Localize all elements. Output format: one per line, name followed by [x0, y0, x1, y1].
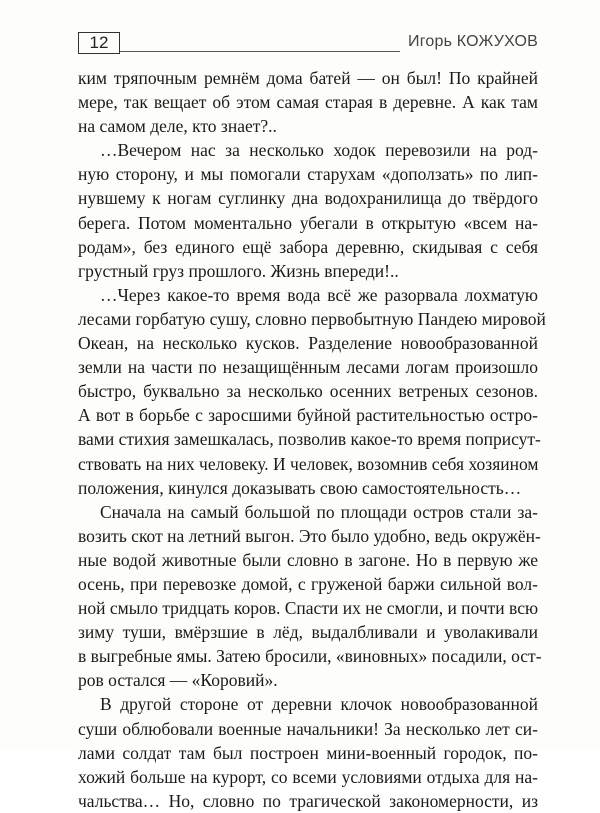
text-line: в выгребные ямы. Затею бросили, «виновных» посадили, ост- [78, 646, 542, 667]
text-line: ствовать на них человеку. И человек, возомнив себя хозяином [78, 453, 539, 474]
running-title-author: Игорь КОЖУХОВ [400, 32, 538, 52]
text-line: ные водой животные были словно в загоне. Но в первую же [78, 549, 538, 570]
text-line: быстро, буквально за несколько осенних ветреных сезонов. [78, 381, 538, 402]
text-line: ной смыло тридцать коров. Спасти их не смогли, и почти всю [78, 598, 539, 619]
text-line: лами солдат там был построен мини-военный городок, по- [78, 742, 538, 763]
text-line: мере, так вещает об этом самая старая в деревне. А как там [78, 92, 538, 113]
text-line: чальства… Но, словно по трагической закономерности, из [78, 790, 538, 811]
text-line: …Вечером нас за несколько ходок перевозили на род- [100, 140, 538, 161]
paragraph-1 [78, 66, 538, 138]
text-line: ную сторону, и мы помогали старухам «доползать» по лип- [78, 164, 538, 185]
body-text [78, 66, 546, 813]
text-line: Океан, на несколько кусков. Разделение новообразованной [78, 333, 538, 354]
running-head [78, 32, 538, 58]
paragraph-5 [78, 692, 538, 812]
text-line: …Через какое-то время вода всё же разорвала лохматую [100, 284, 538, 305]
text-line: В другой стороне от деревни клочок новообразованной [100, 694, 538, 715]
text-line: возить скот на летний выгон. Это было удобно, ведь окружён- [78, 525, 541, 546]
text-line: Сначала на самый большой по площади остров стали за- [100, 501, 538, 522]
page-number: 12 [78, 32, 120, 54]
text-line: грустный груз прошлого. Жизнь впереди!.. [78, 260, 399, 281]
text-line: лесами горбатую сушу, словно первобытную Пандею мировой [78, 308, 546, 329]
text-line: суши облюбовали военные начальники! За несколько лет си- [78, 718, 538, 739]
text-line: положения, кинулся доказывать свою самостоятельность… [78, 477, 522, 498]
text-line: берега. Потом моментально убегали в открытую «всем на- [78, 212, 538, 233]
text-line: А вот в борьбе с заросшими буйной растительностью остро- [78, 405, 538, 426]
text-line: родам», без единого ещё забора деревню, скидывая с себя [78, 236, 538, 257]
paragraph-4 [78, 500, 542, 693]
text-line: нувшему к ногам суглинку дна водохранилища до твёрдого [78, 188, 538, 209]
text-line: хожий больше на курорт, со всеми условиями отдыха для на- [78, 766, 538, 787]
text-line: осень, при перевозке домой, с груженой баржи сильной вол- [78, 573, 538, 594]
text-line: зиму туши, вмёрзшие в лёд, выдалбливали и уволакивали [78, 622, 538, 643]
paragraph-3 [78, 283, 546, 500]
text-line: вами стихия замешкалась, позволив какое-то время поприсут- [78, 429, 541, 450]
text-line: ров остался — «Коровий». [78, 670, 278, 691]
text-line: на самом деле, кто знает?.. [78, 116, 277, 137]
text-line: ким тряпочным ремнём дома батей — он был! По крайней [78, 68, 538, 88]
paragraph-2 [78, 138, 538, 283]
text-line: земли на части по незащищённым лесами логам произошло [78, 357, 538, 378]
